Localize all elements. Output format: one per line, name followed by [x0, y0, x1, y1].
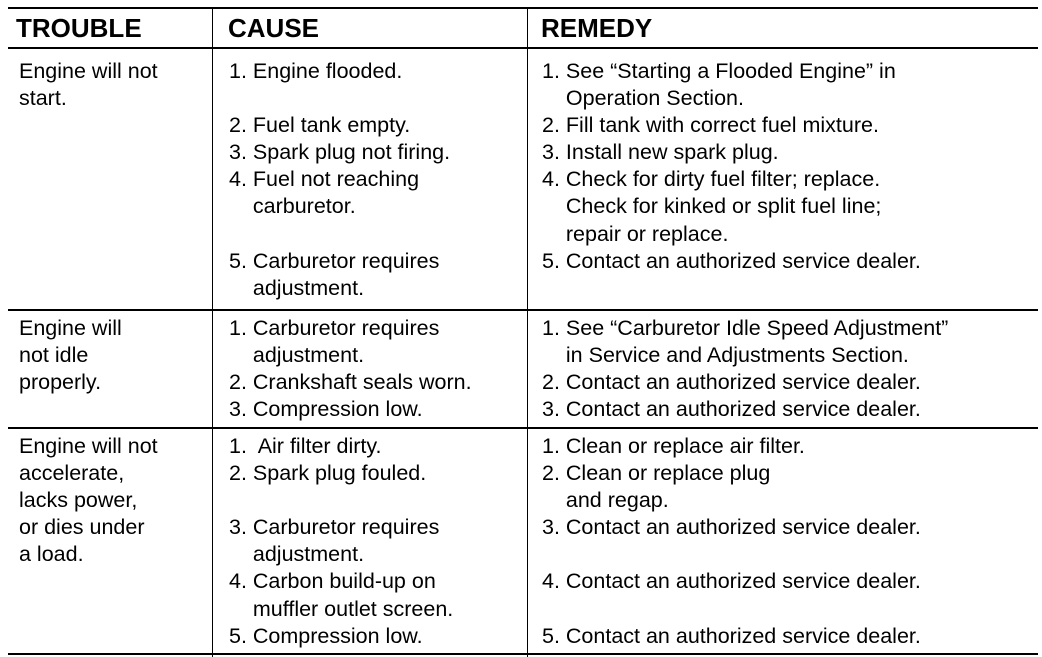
cell-line [229, 85, 450, 112]
cell-line: 2. Clean or replace plug [542, 461, 771, 486]
cell-line: 3. Spark plug not firing. [229, 140, 451, 165]
cell-line: Engine will not [19, 434, 158, 458]
cell-line: 3. Contact an authorized service dealer. [542, 397, 921, 422]
cell-line: 5. Contact an authorized service dealer. [542, 248, 921, 273]
cell-line: lacks power, [19, 488, 138, 513]
table-bottom-rule [8, 653, 1038, 655]
header-top-rule [8, 7, 1038, 9]
row-3-remedy [542, 433, 921, 650]
cell-line: 5. Contact an authorized service dealer. [542, 623, 921, 648]
cell-line: 3. Contact an authorized service dealer. [542, 515, 921, 540]
cell-line: 4. Fuel not reaching [229, 167, 420, 192]
cell-line: 2. Contact an authorized service dealer. [542, 370, 921, 395]
cell-line: 4. Contact an authorized service dealer. [542, 569, 921, 594]
cell-line: repair or replace. [542, 221, 729, 246]
header-remedy: REMEDY [541, 13, 653, 43]
cell-line [542, 541, 921, 568]
cell-line: adjustment. [229, 542, 365, 567]
cell-line: 4. Carbon build-up on [229, 569, 436, 594]
cell-line: Check for kinked or split fuel line; [542, 194, 882, 219]
cell-line: properly. [19, 370, 102, 395]
cell-line: and regap. [542, 488, 669, 513]
cell-line: 5. Compression low. [229, 623, 423, 648]
cell-line: a load. [19, 542, 84, 567]
cell-line: Engine will not [19, 59, 158, 83]
cell-line: 2. Fuel tank empty. [229, 113, 411, 138]
row-3-trouble [19, 433, 158, 568]
cell-line: adjustment. [229, 275, 365, 300]
cell-line: 5. Carburetor requires [229, 248, 440, 273]
column-divider-1 [212, 7, 213, 657]
row-1-bottom-rule [8, 309, 1038, 311]
header-cause: CAUSE [228, 13, 320, 43]
row-2-trouble [19, 315, 122, 396]
cell-line: 3. Carburetor requires [229, 515, 440, 540]
header-trouble: TROUBLE [16, 13, 142, 43]
cell-line [229, 487, 453, 514]
cell-line: Engine will [19, 316, 122, 340]
row-2-cause [229, 315, 472, 423]
row-1-trouble [19, 58, 158, 112]
cell-line: 1. Clean or replace air filter. [542, 434, 805, 458]
cell-line: in Service and Adjustments Section. [542, 343, 909, 368]
row-1-cause [229, 58, 450, 302]
row-2-bottom-rule [8, 427, 1038, 429]
cell-line: muffler outlet screen. [229, 596, 454, 621]
cell-line: 3. Install new spark plug. [542, 140, 779, 165]
header-bottom-rule [8, 47, 1038, 49]
cell-line: Operation Section. [542, 86, 744, 111]
column-divider-2 [527, 7, 528, 657]
row-1-remedy [542, 58, 921, 275]
cell-line: or dies under [19, 515, 145, 540]
cell-line: adjustment. [229, 343, 365, 368]
cell-line: 1. Engine flooded. [229, 59, 403, 83]
cell-line: carburetor. [229, 194, 356, 219]
cell-line [542, 596, 921, 623]
cell-line: 1. See “Carburetor Idle Speed Adjustment” [542, 316, 949, 340]
cell-line: 2. Spark plug fouled. [229, 461, 427, 486]
cell-line [229, 221, 450, 248]
cell-line: accelerate, [19, 461, 125, 486]
cell-line: 1. Carburetor requires [229, 316, 440, 340]
cell-line: 4. Check for dirty fuel filter; replace. [542, 167, 881, 192]
cell-line: start. [19, 86, 67, 111]
cell-line: 1. Air filter dirty. [229, 434, 382, 458]
cell-line: 3. Compression low. [229, 397, 423, 422]
cell-line: not idle [19, 343, 89, 368]
cell-line: 2. Crankshaft seals worn. [229, 370, 472, 395]
cell-line: 1. See “Starting a Flooded Engine” in [542, 59, 896, 83]
row-2-remedy [542, 315, 948, 423]
cell-line: 2. Fill tank with correct fuel mixture. [542, 113, 879, 138]
row-3-cause [229, 433, 453, 650]
